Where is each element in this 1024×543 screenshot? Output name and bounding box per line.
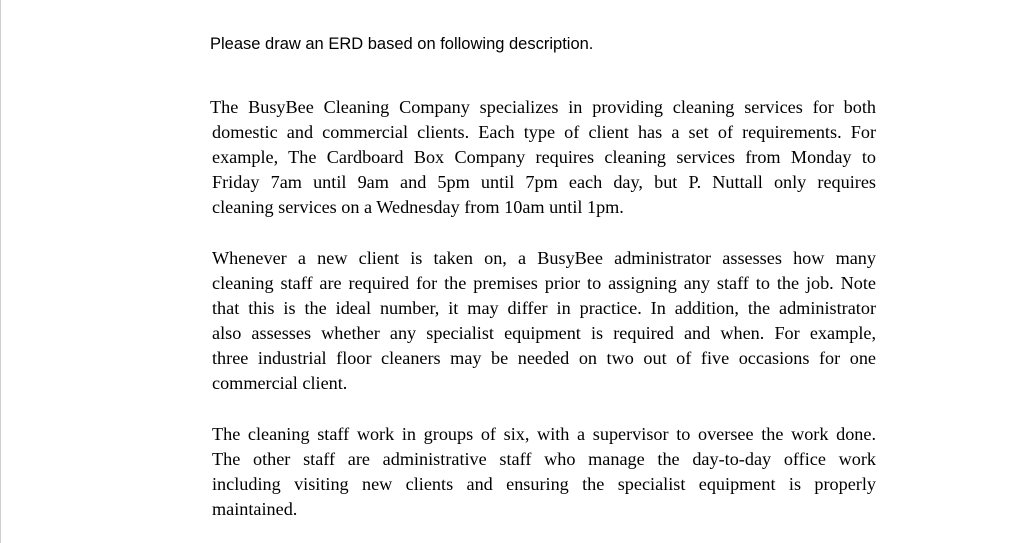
paragraph-line: that this is the ideal number, it may differ in practice. In addition, the administrator [212, 298, 876, 319]
paragraph-line: commercial client. [212, 373, 348, 394]
paragraph-line: also assesses whether any specialist equipment is required and when. For example, [212, 323, 876, 344]
instruction-text: Please draw an ERD based on following description. [210, 35, 594, 53]
paragraph-line: The other staff are administrative staff who manage the day-to-day office work [212, 449, 876, 470]
paragraph-line: maintained. [212, 499, 298, 520]
paragraph-line: example, The Cardboard Box Company requires cleaning services from Monday to [212, 147, 876, 168]
paragraph-line: The cleaning staff work in groups of six, with a supervisor to oversee the work done. [212, 424, 876, 444]
paragraph-line: cleaning services on a Wednesday from 10am until 1pm. [212, 197, 624, 218]
paragraph-line: Whenever a new client is taken on, a BusyBee administrator assesses how many [212, 248, 876, 268]
paragraph-2 [212, 246, 876, 397]
paragraph-line: domestic and commercial clients. Each type of client has a set of requirements. For [212, 122, 876, 143]
paragraph-line: The BusyBee Cleaning Company specializes in providing cleaning services for both [210, 97, 876, 117]
paragraph-3 [212, 422, 876, 522]
paragraph-line: cleaning staff are required for the premises prior to assigning any staff to the job. Note [212, 273, 876, 294]
paragraph-1 [210, 95, 876, 220]
paragraph-line: Friday 7am until 9am and 5pm until 7pm each day, but P. Nuttall only requires [212, 172, 876, 193]
paragraph-line: three industrial floor cleaners may be needed on two out of five occasions for one [212, 348, 876, 369]
paragraph-line: including visiting new clients and ensuring the specialist equipment is properly [212, 474, 876, 495]
